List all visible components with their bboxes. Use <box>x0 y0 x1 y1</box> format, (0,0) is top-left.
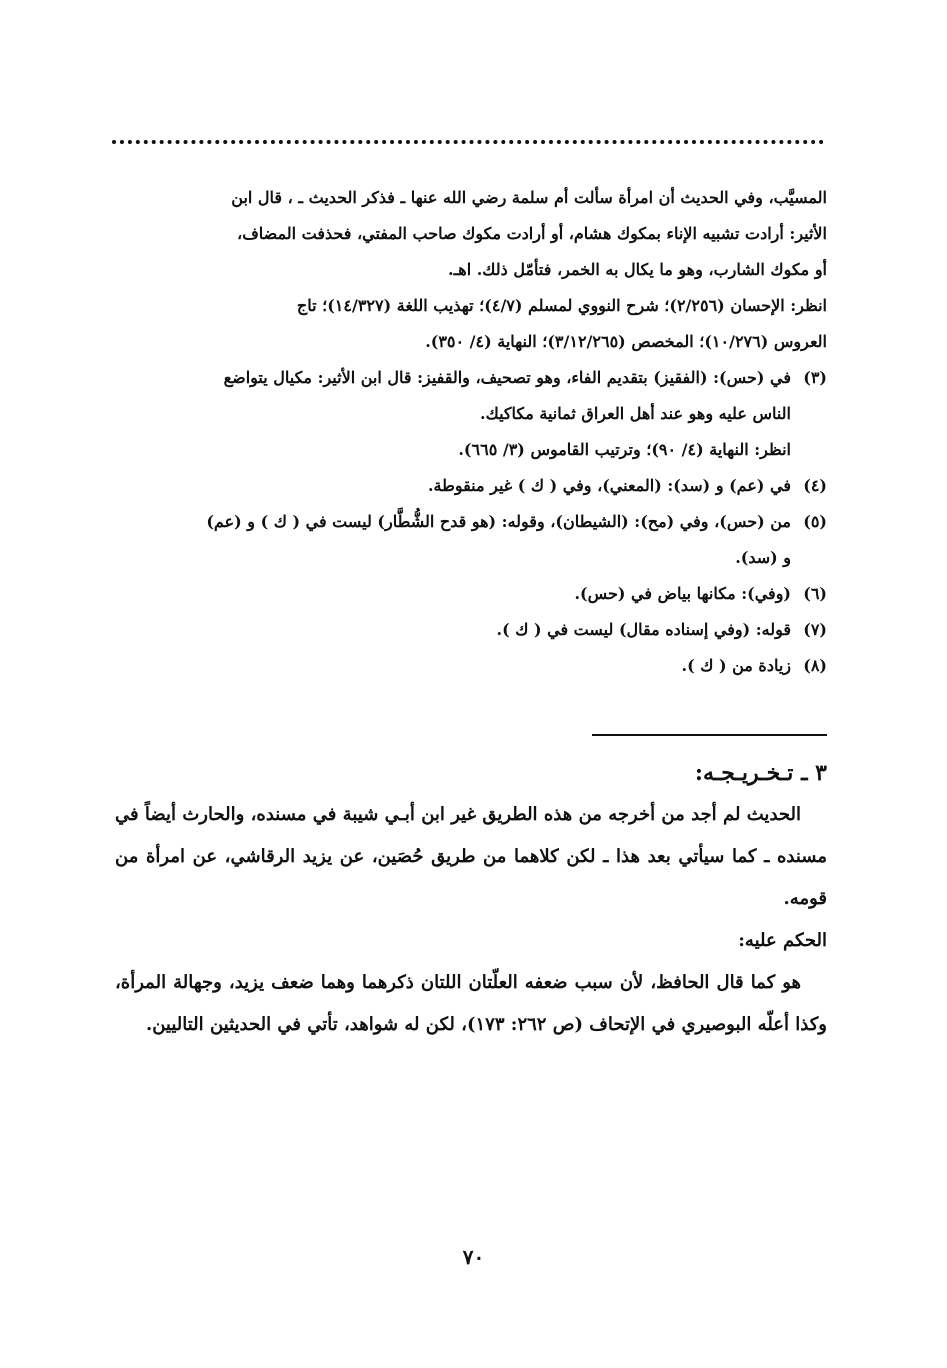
footnote-body <box>115 648 791 684</box>
section-heading: ٣ ـ تـخـريـجـه: <box>694 760 827 786</box>
footnote-number: (٥) <box>803 512 827 531</box>
footnote-continuation-line: أو مكوك الشارب، وهو ما يكال به الخمر، فتأمّل ذلك. اهـ. <box>448 260 827 279</box>
main-text <box>115 756 827 1046</box>
footnote-number: (٧) <box>803 620 827 639</box>
footnote-body <box>115 612 791 648</box>
footnote-number: (٤) <box>803 476 827 495</box>
footnote-number: (٦) <box>803 584 827 603</box>
footnote-line: في (حس): (الفقيز) بتقديم الفاء، وهو تصحيف، والقفيز: قال ابن الأثير: مكيال يتواضع <box>223 368 791 387</box>
paragraph-text: هو كما قال الحافظ، لأن سبب ضعفه العلّتان اللتان ذكرهما وهما ضعف يزيد، وجهالة المرأة، وكذا أعلّه البوصيري في الإتحاف (ص ٢٦٢: ١٧٣)، لكن له شواهد، تأتي في الحديثين التاليين. <box>115 972 827 1035</box>
footnote-body <box>115 504 791 576</box>
paragraph <box>115 794 827 920</box>
footnote-line: انظر: النهاية (٤/ ٩٠)؛ وترتيب القاموس (٣/ ٦٦٥). <box>458 440 791 459</box>
footnote-number: (٣) <box>803 368 827 387</box>
footnote-body <box>115 360 791 468</box>
section-rule <box>592 734 827 736</box>
page-number: ٧٠ <box>462 1245 485 1269</box>
footnote-continuation-line: انظر: الإحسان (٢/٢٥٦)؛ شرح النووي لمسلم (٤/٧)؛ تهذيب اللغة (١٤/٣٢٧)؛ تاج <box>296 296 827 315</box>
footnote-3 <box>115 360 827 468</box>
footnote-line: قوله: (وفي إسناده مقال) ليست في ( ك ). <box>496 620 791 639</box>
footnote-8 <box>115 648 827 684</box>
footnote-4 <box>115 468 827 504</box>
footnote-6 <box>115 576 827 612</box>
footnote-continuation-line: الأثير: أرادت تشبيه الإناء بمكوك هشام، أو أرادت مكوك صاحب المفتي، فحذفت المضاف، <box>237 224 827 243</box>
paragraph <box>115 962 827 1046</box>
footnote-body <box>115 576 791 612</box>
paragraph-text: الحديث لم أجد من أخرجه من هذه الطريق غير ابن أبـي شيبة في مسنده، والحارث أيضاً في مسنده ـ كما سيأتي بعد هذا ـ لكن كلاهما من طريق حُصَين، عن يزيد الرقاشي، عن امرأة من قومه. <box>115 804 827 909</box>
footnote-line: الناس عليه وهو عند أهل العراق ثمانية مكاكيك. <box>480 404 791 423</box>
footnote-5 <box>115 504 827 576</box>
footnote-number: (٨) <box>803 656 827 675</box>
footnote-line: من (حس)، وفي (مح): (الشيطان)، وقوله: (هو قدح الشُّطَّار) ليست في ( ك ) و (عم) <box>206 512 791 531</box>
footnote-line: زيادة من ( ك ). <box>681 656 791 675</box>
footnote-continuation-line: المسيَّب، وفي الحديث أن امرأة سألت أم سلمة رضي الله عنها ـ فذكر الحديث ـ ، قال ابن <box>231 188 827 207</box>
footnote-body <box>115 468 791 504</box>
footnote-7 <box>115 612 827 648</box>
footnote-continuation-line: العروس (١٠/٢٧٦)؛ المخصص (٣/١٢/٢٦٥)؛ النهاية (٤/ ٣٥٠). <box>425 332 827 351</box>
footnote-line: (وفي): مكانها بياض في (حس). <box>574 584 791 603</box>
dotted-separator <box>112 140 824 164</box>
subheading: الحكم عليه: <box>738 930 827 951</box>
footnotes <box>115 180 827 684</box>
footnote-line: في (عم) و (سد): (المعني)، وفي ( ك ) غير منقوطة. <box>427 476 791 495</box>
footnote-line: و (سد). <box>735 548 791 567</box>
